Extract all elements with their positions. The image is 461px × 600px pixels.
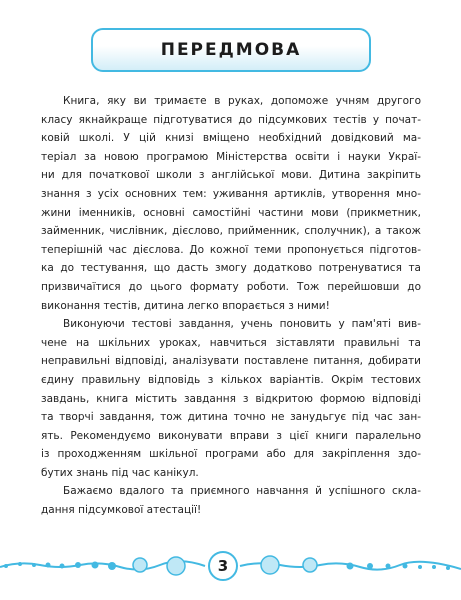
text-line: теперішній час дієслова. До кожної теми пропонується підготов- [41, 243, 421, 256]
paragraph [41, 92, 421, 315]
text-line: неправильні відповіді, аналізувати поставлене питання, добирати [41, 355, 421, 368]
text-line: Бажаємо вдалого та приємного навчання й успішного скла- [63, 485, 421, 498]
page-number: 3 [208, 551, 238, 581]
text-line: Виконуючи тестові завдання, учень поновить у пам'яті вив- [63, 318, 421, 331]
preface-text [41, 92, 421, 520]
text-line: та творчі завдання, тож дитина точно не занудьгує під час зан- [41, 411, 421, 424]
text-line: дання підсумкової атестації! [41, 504, 202, 517]
text-line: бутих знань під час канікул. [41, 466, 199, 479]
text-line: теріал за новою програмою Міністерства освіти і науки Украї- [41, 150, 421, 163]
text-line: єдину правильну відповідь з кількох варіантів. Окрім тестових [41, 373, 421, 386]
paragraph [41, 482, 421, 519]
text-line: призвичаїтися до цього формату роботи. Тож перейшовши до [41, 280, 421, 293]
text-line: із проходженням шкільної програми або для закріплення здо- [41, 448, 421, 461]
text-line: займенник, числівник, дієслово, прийменник, сполучник), а також [41, 225, 421, 238]
text-line: виконання тестів, дитина легко впорається з ними! [41, 299, 330, 312]
text-line: Книга, яку ви тримаєте в руках, допоможе учням другого [63, 95, 421, 107]
text-line: ять. Рекомендуємо виконувати вправи з цієї книги паралельно [41, 429, 421, 442]
text-line: ковій школі. У цій книзі вміщено необхідний довідковий ма- [41, 132, 421, 145]
title-banner [91, 28, 371, 72]
text-line: знання з усіх основних тем: уживання артиклів, утворення мно- [41, 187, 421, 200]
paragraph [41, 315, 421, 482]
text-line: завдань, книга містить завдання з відкритою формою відповіді [41, 392, 421, 405]
text-line: ни для початкової школи з англійської мови. Дитина закріпить [41, 169, 421, 182]
text-line: класу якнайкраще підготуватися до підсумкових тестів у почат- [41, 113, 421, 126]
text-line: жини іменників, основні самостійні частини мови (прикметник, [41, 206, 421, 219]
text-line: чене на шкільних уроках, навчиться зіставляти правильні та [41, 336, 421, 349]
text-line: ка до тестування, що дасть змогу додатково потренуватися та [41, 262, 421, 275]
page-title: ПЕРЕДМОВА [160, 40, 302, 60]
